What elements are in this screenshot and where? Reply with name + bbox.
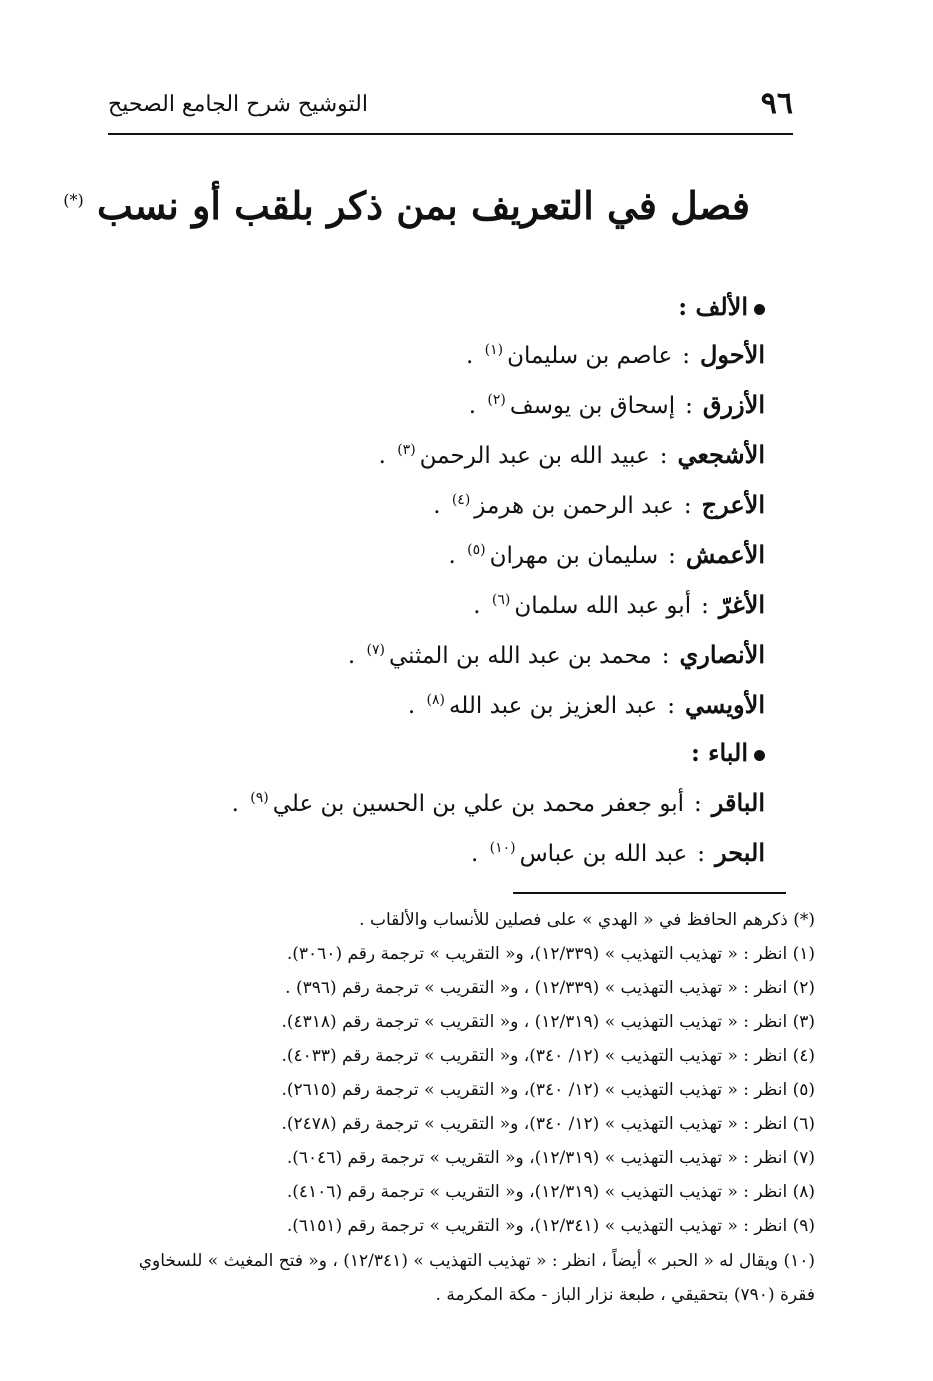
entry-value: عاصم بن سليمان <box>507 343 673 369</box>
running-title: التوشيح شرح الجامع الصحيح <box>108 92 368 117</box>
footnote: (٥) انظر : « تهذيب التهذيب » (١٢/ ٣٤٠)، و« التقريب » ترجمة رقم (٢٦١٥). <box>281 1080 815 1100</box>
entry-line: الأحول:عاصم بن سليمان$^{(١)}$ . <box>466 340 765 369</box>
bullet-icon <box>754 750 765 761</box>
entry-key: الأغرّ <box>718 590 765 619</box>
footnote-rule <box>513 892 786 894</box>
footnote: (٢) انظر : « تهذيب التهذيب » (١٢/٣٣٩) ، و« التقريب » ترجمة رقم (٣٩٦) . <box>285 978 815 998</box>
chapter-title <box>63 183 750 228</box>
footnote: (٣) انظر : « تهذيب التهذيب » (١٢/٣١٩) ، و« التقريب » ترجمة رقم (٤٣١٨). <box>281 1012 815 1032</box>
chapter-title-text: فصل في التعريف بمن ذكر بلقب أو نسب <box>97 183 750 228</box>
entry-key: الأحول <box>699 340 765 369</box>
entry-ref: (٧) <box>366 642 385 659</box>
entry-value: عبد الرحمن بن هرمز <box>474 493 674 519</box>
footnote: (٨) انظر : « تهذيب التهذيب » (١٢/٣١٩)، و« التقريب » ترجمة رقم (٤١٠٦). <box>286 1182 815 1202</box>
entry-key: الأزرق <box>702 390 765 419</box>
entry-value: عبد العزيز بن عبد الله <box>448 693 658 719</box>
entry-value: إسحاق بن يوسف <box>509 393 676 419</box>
entry-line: الأويسي:عبد العزيز بن عبد الله$^{(٨)}$ . <box>407 690 765 719</box>
entry-line: الأشجعي:عبيد الله بن عبد الرحمن$^{(٣)}$ . <box>378 440 765 469</box>
entry-line: الأعمش:سليمان بن مهران$^{(٥)}$ . <box>448 540 765 569</box>
entry-key: الباقر <box>711 788 765 817</box>
entry-value: سليمان بن مهران <box>489 543 659 569</box>
entry-ref: (٤) <box>451 492 471 509</box>
footnote: (٤) انظر : « تهذيب التهذيب » (١٢/ ٣٤٠)، و« التقريب » ترجمة رقم (٤٠٣٣). <box>281 1046 815 1066</box>
entry-ref: (٩) <box>250 790 269 807</box>
entry-value: محمد بن عبد الله بن المثني <box>388 643 652 669</box>
entry-ref: (٨) <box>426 692 445 709</box>
entry-ref: (٥) <box>467 542 486 559</box>
entry-key: الأعرج <box>701 490 765 519</box>
entry-ref: (١) <box>484 342 504 359</box>
page-number: ٩٦ <box>760 86 793 121</box>
entry-key: الأويسي <box>684 690 765 719</box>
header-rule <box>108 133 793 135</box>
footnote: (٧) انظر : « تهذيب التهذيب » (١٢/٣١٩)، و« التقريب » ترجمة رقم (٦٠٤٦). <box>286 1148 815 1168</box>
entry-line: الأعرج:عبد الرحمن بن هرمز$^{(٤)}$ . <box>433 490 765 519</box>
entry-value: أبو جعفر محمد بن علي بن الحسين بن علي <box>272 791 684 817</box>
entry-key: الأشجعي <box>677 440 765 469</box>
entry-value: عبيد الله بن عبد الرحمن <box>419 443 650 469</box>
chapter-note-mark: (*) <box>63 190 84 210</box>
entry-ref: (١٠) <box>489 840 516 857</box>
footnote: (١) انظر : « تهذيب التهذيب » (١٢/٣٣٩)، و« التقريب » ترجمة رقم (٣٠٦٠). <box>286 944 815 964</box>
entry-line: الباقر:أبو جعفر محمد بن علي بن الحسين بن علي$^{(٩)}$ . <box>231 788 765 817</box>
entry-line: الأنصاري:محمد بن عبد الله بن المثني$^{(٧)}$ . <box>347 640 765 669</box>
entry-line: الأغرّ:أبو عبد الله سلمان$^{(٦)}$ . <box>473 590 765 619</box>
entry-line: الأزرق:إسحاق بن يوسف$^{(٢)}$ . <box>468 390 765 419</box>
entry-ref: (٣) <box>397 442 416 459</box>
entry-ref: (٦) <box>491 592 511 609</box>
section-heading-alif: الألف : <box>678 292 765 321</box>
entry-line: البحر:عبد الله بن عباس$^{(١٠)}$ . <box>471 838 765 867</box>
footnote: (١٠) ويقال له « الحبر » أيضاً ، انظر : « تهذيب التهذيب » (١٢/٣٤١) ، و« فتح المغيث » للسخاوي فقرة (٧٩٠) بتحقيقي ، طبعة نزار الباز - مكة المكرمة . <box>138 1251 815 1305</box>
entry-value: عبد الله بن عباس <box>519 841 688 867</box>
section-heading-baa: الباء : <box>691 738 765 767</box>
entry-ref: (٢) <box>487 392 506 409</box>
bullet-icon <box>754 304 765 315</box>
entry-key: الأعمش <box>685 540 765 569</box>
entry-value: أبو عبد الله سلمان <box>514 593 692 619</box>
entry-key: البحر <box>715 838 765 867</box>
entry-key: الأنصاري <box>679 640 765 669</box>
footnote: (*) ذكرهم الحافظ في « الهدي » على فصلين للأنساب والألقاب . <box>359 910 815 930</box>
footnote: (٩) انظر : « تهذيب التهذيب » (١٢/٣٤١)، و« التقريب » ترجمة رقم (٦١٥١). <box>286 1216 815 1236</box>
footnote: (٦) انظر : « تهذيب التهذيب » (١٢/ ٣٤٠)، و« التقريب » ترجمة رقم (٢٤٧٨). <box>281 1114 815 1134</box>
